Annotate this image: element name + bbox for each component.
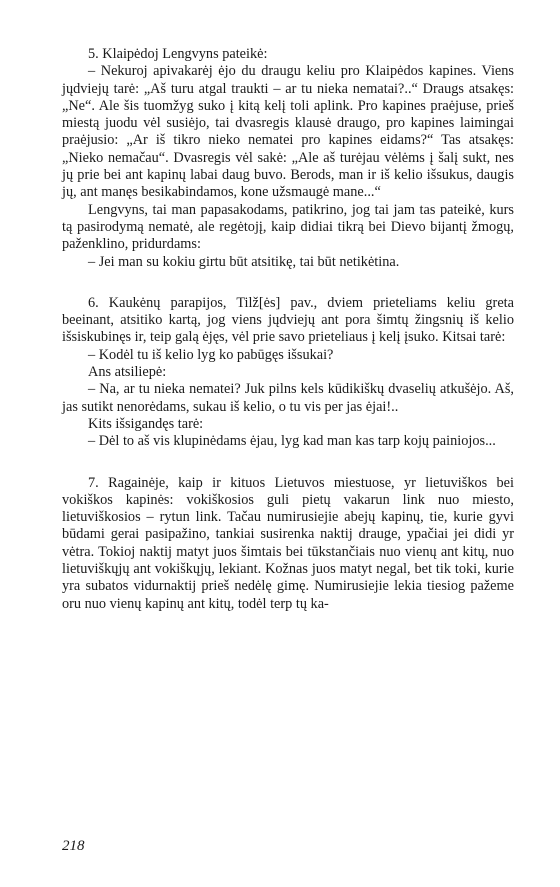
- paragraph: – Dėl to aš vis klupinėdams ėjau, lyg kad man kas tarp kojų painiojos...: [88, 433, 496, 450]
- paragraph: 5. Klaipėdoj Lengvyns pateikė:: [88, 46, 268, 62]
- paragraph: – Kodėl tu iš kelio lyg ko pabūgęs išsukai?: [88, 346, 334, 363]
- paragraph: Ans atsiliepė:: [88, 364, 167, 381]
- paragraph: – Na, ar tu nieka nematei? Juk pilns kels kūdikiškų dvaselių atkušėjo. Aš, jas sutikt nenorėdams, sukau iš kelio, o tu vis per jas ėjai!..: [62, 381, 514, 415]
- page-text: [62, 46, 514, 613]
- paragraph: 6. Kaukėnų parapijos, Tilž[ės] pav., dviem prieteliams keliu greta beeinant, atsitiko kartą, jog viens jųdviejų ant pora šimtų žingsnių iš kelio išsiskubinęs ir, teip galą ėjęs, vėl prie savo prieteliaus į kelį įsuko. Kitsai tarė:: [62, 294, 514, 346]
- paragraph: Lengvyns, tai man papasakodams, patikrino, jog tai jam tas pateikė, kurs tą pasirodymą nematė, ale regėtojį, kaip didiai tikrą bei Dievo bijantį žmogų, paženklino, pridurdams:: [62, 201, 514, 253]
- paragraph: Kits išsigandęs tarė:: [88, 415, 204, 432]
- paragraph: – Nekuroj apivakarėj ėjo du draugu keliu pro Klaipėdos kapines. Viens jųdviejų tarė: „Aš turu atgal traukti – ar tu nieka nematai?..“ Draugs atsakęs: „Ne“. Ale šis tuomžyg suko į kitą kelį toli aplink. Pro kapines praėjuse, prieš miestą juodu vėl susiėjo, tai dvasregis klausė draugo, pro kapines laimingai praėjusio: „Ar iš tikro nieko nematei pro kapines eidams?“ Tas atsakęs: „Nieko nemačau“. Dvasregis vėl sakė: „Ale aš turėjau vėlėms į šalį sukt, nes jų prie bei ant kapinų labai daug buvo. Berods, man ir iš kelio išsukus, daugis jų, ant manęs besikabindamos, kone užsmaugė mane...“: [62, 63, 514, 201]
- paragraph: – Jei man su kokiu girtu būt atsitikę, tai būt netikėtina.: [88, 253, 400, 270]
- paragraph: 7. Ragainėje, kaip ir kituos Lietuvos miestuose, yr lietuviškos bei vokiškos kapinės: vokiškosios guli pietų vakarun link nuo miesto, lietuviškosios – rytun link. Tačau numirusiejie abejų kapinų, tie, kurie gyvi būdami gerai pasipažino, tankiai susirenka naktij drauge, ypačiai jei didi yr vėtra. Tokioj naktij matyt juos šimtais bei tūkstančiais nuo vienų ant kitų, nuo lietuviškųjų ant vokiškųjų, lekiant. Kožnas juos matyt negal, bet tik toki, kurie yra subatos vidurnaktij prieš nedėlę gimę. Numirusiejie lekia tiesiog pažeme oru nuo vienų kapinų ant kitų, todėl terp tų ka-: [62, 474, 514, 612]
- page-number: 218: [62, 838, 85, 854]
